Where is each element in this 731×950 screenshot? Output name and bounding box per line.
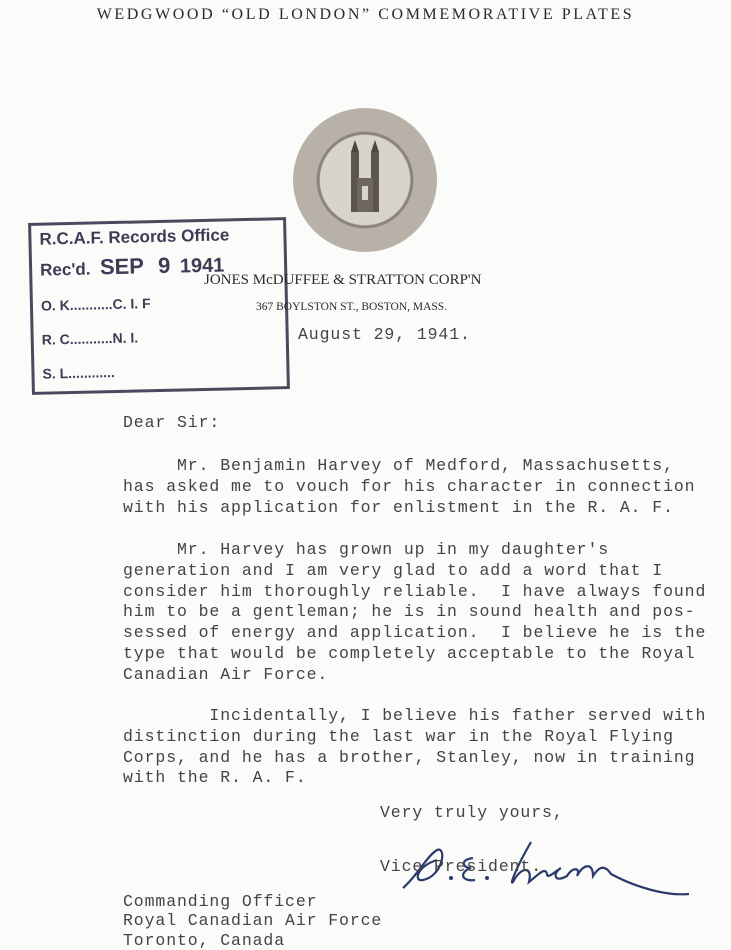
wedgwood-plate-image xyxy=(293,108,437,252)
stamp-title: R.C.A.F. Records Office xyxy=(39,225,230,249)
stamp-month: SEP xyxy=(99,253,145,280)
letterhead-header: WEDGWOOD “OLD LONDON” COMMEMORATIVE PLATES xyxy=(96,6,635,23)
body-line: consider him thoroughly reliable. I have always found xyxy=(123,581,707,601)
body-line: him to be a gentleman; he is in sound health and pos- xyxy=(123,602,696,622)
body-line: Incidentally, I believe his father served with xyxy=(123,706,707,725)
stamp-received-row xyxy=(40,252,225,282)
body-line: Canadian Air Force. xyxy=(123,664,329,684)
stamp-sl: S. L............ xyxy=(42,364,116,382)
recipient-line: Toronto, Canada xyxy=(123,931,286,950)
stamp-recd-label: Rec'd. xyxy=(39,259,91,280)
letter-date: August 29, 1941. xyxy=(298,325,471,344)
stamp-year: 1941 xyxy=(179,254,225,278)
closing: Very truly yours, xyxy=(380,803,564,822)
recipient-line: Commanding Officer xyxy=(123,892,318,911)
stamp-rc: R. C...........N. I. xyxy=(41,329,139,348)
company-address: 367 BOYLSTON ST., BOSTON, MASS. xyxy=(256,301,448,313)
body-line: generation and I am very glad to add a word that I xyxy=(123,560,664,580)
signer-title: Vice President. xyxy=(380,857,543,876)
body-line: Corps, and he has a brother, Stanley, now in training xyxy=(123,747,696,767)
body-line: with his application for enlistment in the R. A. F. xyxy=(123,497,674,517)
body-line: sessed of energy and application. I believe he is the xyxy=(123,623,707,643)
body-line: Mr. Benjamin Harvey of Medford, Massachusetts, xyxy=(123,456,674,475)
salutation: Dear Sir: xyxy=(123,413,221,432)
body-line: Mr. Harvey has grown up in my daughter's xyxy=(123,540,610,559)
recipient-line: Royal Canadian Air Force xyxy=(123,911,383,930)
body-line: with the R. A. F. xyxy=(123,768,307,788)
stamp-day: 9 xyxy=(157,252,171,279)
rcaf-received-stamp xyxy=(28,217,290,395)
body-line: has asked me to vouch for his character in connection xyxy=(123,476,696,496)
stamp-ok: O. K...........C. I. F xyxy=(40,295,151,314)
company-name: JONES McDUFFEE & STRATTON CORP'N xyxy=(204,272,482,288)
body-line: distinction during the last war in the Royal Flying xyxy=(123,726,674,746)
westminster-abbey-icon xyxy=(345,138,385,218)
body-line: type that would be completely acceptable to the Royal xyxy=(123,644,696,663)
